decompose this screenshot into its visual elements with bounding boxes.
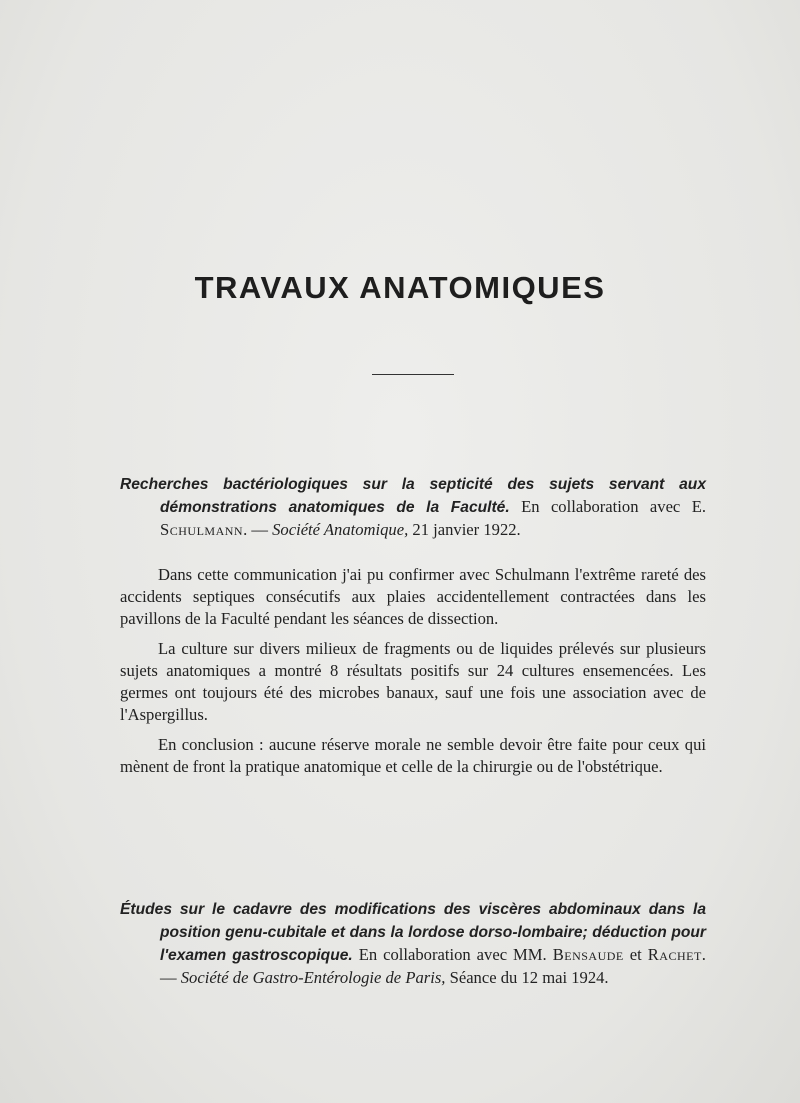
entry-2-date: Séance du 12 mai 1924. <box>449 968 609 987</box>
entry-1-body <box>120 564 706 786</box>
entry-2-sep: . — <box>160 945 706 987</box>
entry-1-heading: Recherches bactériologiques sur la septicité des sujets servant aux démonstrations anatomiques de la Faculté. <box>120 476 706 516</box>
entry-1-sep: . — <box>243 520 268 539</box>
entry-1-paragraph: En conclusion : aucune réserve morale ne semble devoir être faite pour ceux qui mènent de front la pratique anatomique et celle de la chirurgie ou de l'obstétrique. <box>120 735 706 776</box>
entry-1-collab: En collaboration avec E. <box>521 497 706 516</box>
entry-1-date: 21 janvier 1922. <box>412 520 521 539</box>
entry-2-reference <box>120 898 706 989</box>
entry-1-journal: Société Anatomique, <box>272 520 409 539</box>
entry-1-paragraph: Dans cette communication j'ai pu confirmer avec Schulmann l'extrême rareté des accidents septiques consécutifs aux plaies accidentellement contractées dans les pavillons de la Faculté pendant les séances de dissection. <box>120 565 706 628</box>
entry-2-journal: Société de Gastro-Entérologie de Paris, <box>180 968 446 987</box>
title-divider <box>372 374 454 375</box>
entry-2-and: et <box>629 945 642 964</box>
entry-1-paragraph: La culture sur divers milieux de fragments ou de liquides prélevés sur plusieurs sujets anatomiques a montré 8 résultats positifs sur 24 cultures ensemencées. Les germes ont toujours été des microbes banaux, sauf une fois une association avec de l'Aspergillus. <box>120 639 706 724</box>
entry-1-author: Schulmann <box>160 520 244 539</box>
entry-1-reference <box>120 473 706 541</box>
entry-2-collab: En collaboration avec MM. <box>358 945 547 964</box>
entry-2-author-1: Bensaude <box>552 945 624 964</box>
entry-2-heading: Études sur le cadavre des modifications des viscères abdominaux dans la position genu-cubitale et dans la lordose dorso-lombaire; déduction pour l'examen gastroscopique. <box>120 901 706 964</box>
page-title: TRAVAUX ANATOMIQUES <box>194 270 606 305</box>
entry-2-author-2: Rachet <box>647 945 702 964</box>
